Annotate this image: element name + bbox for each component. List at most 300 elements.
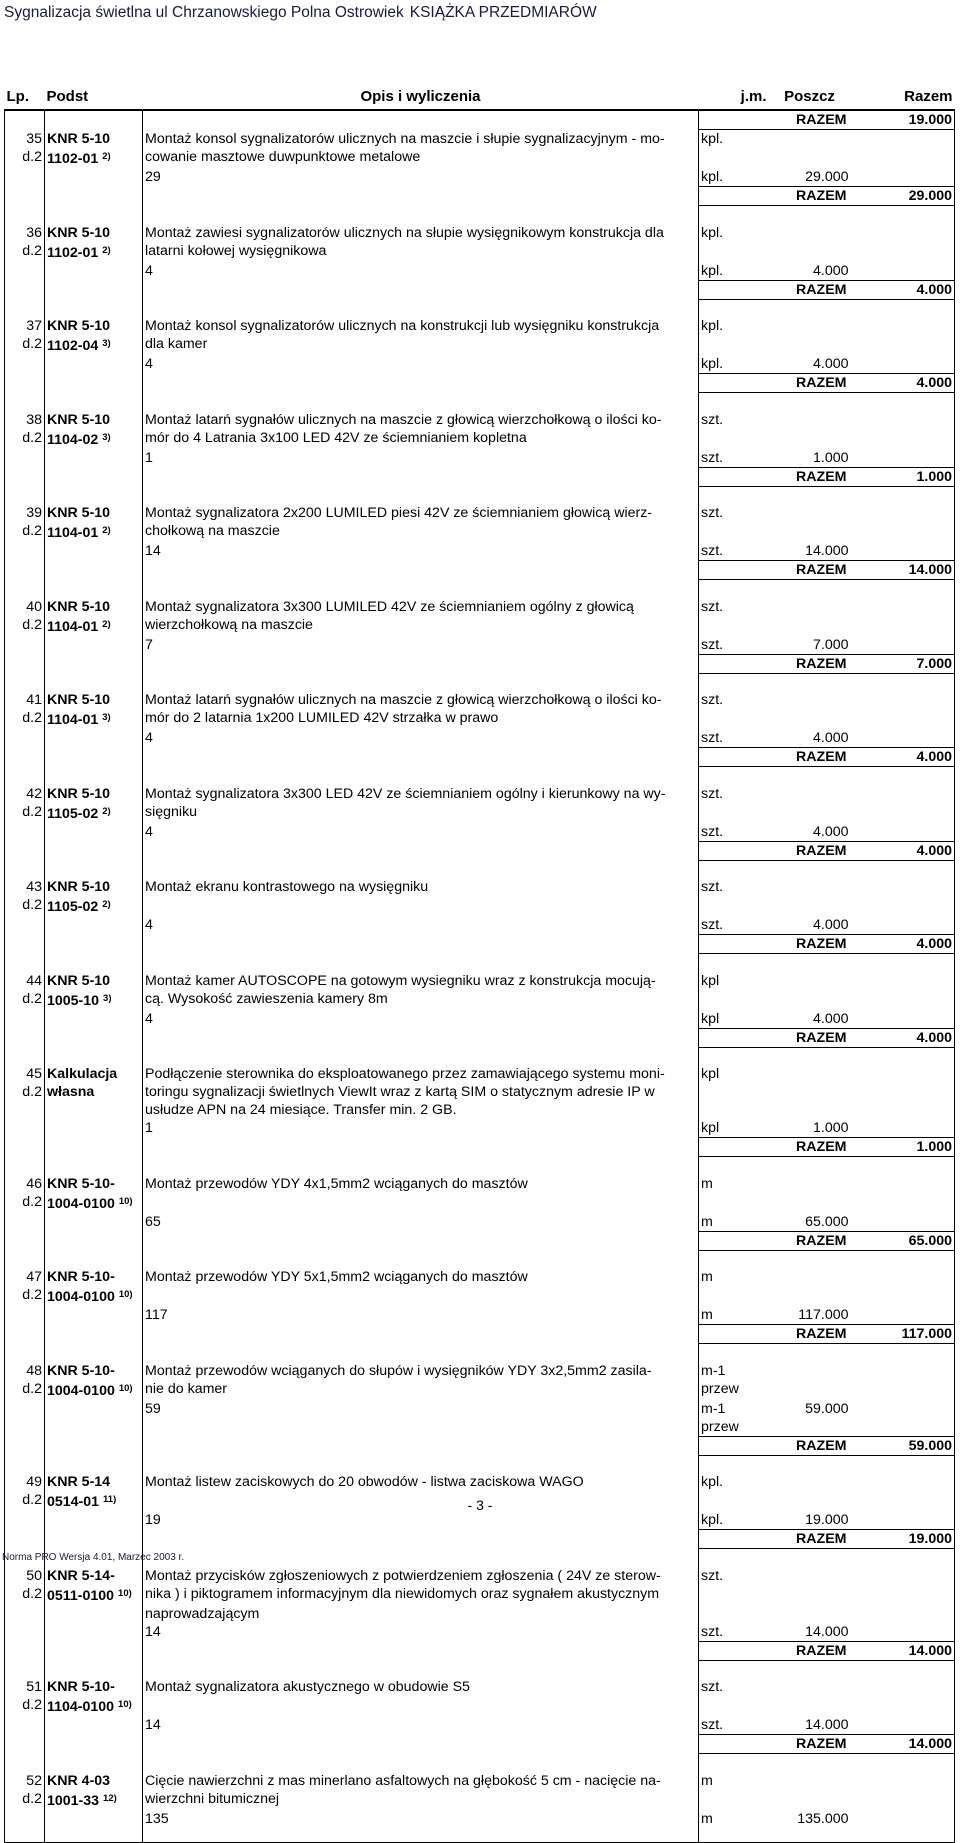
item-razem <box>851 990 955 1010</box>
item-unit <box>699 522 769 542</box>
item-42-calc <box>5 823 955 842</box>
item-footnote-ref: 10) <box>118 1289 133 1300</box>
item-unit: m <box>701 1269 713 1285</box>
item-description: Montaż ekranu kontrastowego na wysięgniku <box>143 878 699 896</box>
item-calc-unit: przew <box>701 1418 739 1435</box>
item-separator <box>5 393 955 411</box>
item-description <box>143 1696 699 1716</box>
item-lp: d.2 <box>5 1585 45 1605</box>
item-poszcz <box>769 972 851 990</box>
item-poszcz-value: 29.000 <box>805 169 849 185</box>
item-lp <box>5 1400 45 1418</box>
item-poszcz <box>769 1175 851 1193</box>
item-lp <box>5 1010 45 1029</box>
razem-label: RAZEM <box>699 1138 851 1157</box>
item-razem <box>851 1101 955 1119</box>
item-37-line-2 <box>5 335 955 355</box>
item-basis <box>45 262 143 281</box>
item-50-razem <box>5 1641 955 1660</box>
item-poszcz <box>769 878 851 896</box>
item-unit <box>699 1790 769 1810</box>
item-basis <box>45 542 143 561</box>
item-razem <box>851 1790 955 1810</box>
item-unit <box>699 803 769 823</box>
item-separator <box>5 206 955 224</box>
item-footnote-ref: 2) <box>102 151 111 162</box>
item-poszcz <box>769 224 851 242</box>
item-49-razem <box>5 1530 955 1549</box>
item-basis-code: 1104-01 <box>47 618 99 635</box>
item-unit <box>699 990 769 1010</box>
item-basis <box>45 990 143 1010</box>
item-poszcz <box>769 522 851 542</box>
col-header-poszcz: Poszcz <box>769 86 851 110</box>
item-basis: KNR 5-10- <box>45 1268 143 1286</box>
item-footnote-ref: 10) <box>118 1699 132 1710</box>
razem-value: 4.000 <box>851 1028 955 1047</box>
razem-value: 4.000 <box>851 374 955 393</box>
item-footnote-ref: 2) <box>102 899 111 910</box>
item-razem <box>851 803 955 823</box>
item-basis <box>45 1083 143 1101</box>
item-calc: 14 <box>143 542 699 561</box>
item-footnote-ref: 3) <box>102 712 111 723</box>
item-51-line-1 <box>5 1678 955 1696</box>
item-poszcz-value: 4.000 <box>812 1010 849 1027</box>
item-36-line-2 <box>5 242 955 262</box>
razem-label: RAZEM <box>699 1641 851 1660</box>
item-calc: 4 <box>143 823 699 842</box>
item-calc: 1 <box>143 449 699 468</box>
item-description: Montaż sygnalizatora akustycznego w obudowie S5 <box>143 1678 699 1696</box>
item-poszcz <box>769 1696 851 1716</box>
item-razem <box>851 1400 955 1418</box>
item-43-calc <box>5 916 955 935</box>
item-lp: d.2 <box>5 616 45 636</box>
item-unit <box>699 242 769 262</box>
item-calc: 29 <box>143 168 699 187</box>
col-header-opis: Opis i wyliczenia <box>143 86 699 110</box>
item-description: sięgniku <box>143 803 699 823</box>
item-basis <box>45 916 143 935</box>
item-calc-unit: szt. <box>701 543 724 559</box>
item-48-calc-2 <box>5 1418 955 1437</box>
item-basis-code: 0514-01 <box>47 1494 100 1510</box>
item-lp: 36 <box>5 224 45 242</box>
item-separator <box>5 673 955 691</box>
item-separator <box>5 1344 955 1362</box>
item-poszcz <box>769 709 851 729</box>
item-calc-unit: kpl. <box>701 1512 724 1528</box>
item-basis-code: 1104-01 <box>47 712 99 728</box>
item-description: Montaż sygnalizatora 3x300 LUMILED 42V ze ściemnianiem ogólny z głowicą <box>143 598 699 616</box>
item-50-line-3 <box>5 1605 955 1623</box>
item-39-line-2 <box>5 522 955 542</box>
item-44-line-2 <box>5 990 955 1010</box>
item-52-calc <box>5 1810 955 1828</box>
item-description: Montaż konsol sygnalizatorów ulicznych na konstrukcji lub wysięgniku konstrukcja <box>143 317 699 335</box>
item-razem <box>851 1193 955 1213</box>
item-poszcz-value: 7.000 <box>812 636 849 653</box>
item-poszcz <box>769 1362 851 1380</box>
item-footnote-ref: 3) <box>102 338 111 349</box>
item-razem <box>851 1362 955 1380</box>
item-44-calc <box>5 1010 955 1029</box>
item-basis-code: 1105-02 <box>47 805 99 822</box>
item-37-calc <box>5 355 955 374</box>
item-description: mór do 4 Latrania 3x100 LED 42V ze ściemnianiem kopletna <box>143 429 699 449</box>
item-basis <box>45 1380 143 1400</box>
item-calc-unit: szt. <box>701 1717 724 1733</box>
item-calc: 4 <box>143 916 699 935</box>
item-razem <box>851 1623 955 1642</box>
item-unit <box>699 1696 769 1716</box>
item-basis <box>45 1605 143 1623</box>
item-36-calc <box>5 262 955 281</box>
item-41-razem <box>5 748 955 767</box>
item-calc-unit: m <box>701 1307 713 1323</box>
item-razem <box>851 504 955 522</box>
item-poszcz <box>769 1772 851 1790</box>
item-44-line-1 <box>5 972 955 990</box>
item-poszcz-value: 14.000 <box>805 1717 849 1733</box>
item-description: nie do kamer <box>143 1380 699 1400</box>
item-poszcz <box>769 1380 851 1400</box>
item-basis-code: 1104-01 <box>47 525 99 541</box>
item-lp: d.2 <box>5 1790 45 1810</box>
item-basis: KNR 5-10- <box>45 1362 143 1380</box>
razem-label: RAZEM <box>699 935 851 954</box>
item-description <box>143 1286 699 1306</box>
item-38-line-2 <box>5 429 955 449</box>
item-basis <box>45 803 143 823</box>
item-lp <box>5 1306 45 1325</box>
item-razem <box>851 1567 955 1585</box>
item-lp: 44 <box>5 972 45 990</box>
item-lp: d.2 <box>5 522 45 542</box>
item-basis: KNR 5-10 <box>45 878 143 896</box>
item-lp <box>5 1810 45 1828</box>
item-poszcz <box>769 1286 851 1306</box>
item-basis <box>45 636 143 655</box>
item-unit <box>699 335 769 355</box>
razem-label: RAZEM <box>699 1735 851 1754</box>
item-razem <box>851 355 955 374</box>
razem-label: RAZEM <box>699 748 851 767</box>
item-separator <box>5 1455 955 1473</box>
razem-value: 14.000 <box>851 561 955 580</box>
item-lp: 48 <box>5 1362 45 1380</box>
item-description: dla kamer <box>143 335 699 355</box>
item-razem <box>851 1065 955 1083</box>
item-unit <box>699 148 769 168</box>
item-razem <box>851 168 955 187</box>
item-description: cowanie masztowe duwpunktowe metalowe <box>143 148 699 168</box>
item-42-line-2 <box>5 803 955 823</box>
item-lp <box>5 1213 45 1232</box>
item-razem <box>851 1473 955 1491</box>
item-lp: d.2 <box>5 896 45 916</box>
item-51-line-2 <box>5 1696 955 1716</box>
razem-label: RAZEM <box>699 561 851 580</box>
item-36-razem <box>5 280 955 299</box>
item-footnote-ref: 12) <box>103 1792 117 1804</box>
item-lp: d.2 <box>5 709 45 729</box>
item-lp <box>5 262 45 281</box>
razem-value: 59.000 <box>851 1436 955 1455</box>
item-calc: 4 <box>143 729 699 748</box>
item-45-razem <box>5 1138 955 1157</box>
item-42-line-1 <box>5 785 955 803</box>
item-footnote-ref: 2) <box>102 618 111 630</box>
item-footnote-ref: 2) <box>102 805 111 817</box>
item-basis: KNR 5-10 <box>45 972 143 990</box>
col-header-razem: Razem <box>851 86 955 110</box>
item-basis <box>45 168 143 187</box>
item-razem <box>851 1119 955 1138</box>
item-40-razem <box>5 654 955 673</box>
item-razem <box>851 709 955 729</box>
item-footnote-ref: 2) <box>102 244 111 256</box>
razem-value: 14.000 <box>851 1735 955 1754</box>
item-footnote-ref: 3) <box>103 992 112 1004</box>
item-39-calc <box>5 542 955 561</box>
item-basis: KNR 5-10- <box>45 1678 143 1696</box>
item-poszcz <box>769 1065 851 1083</box>
item-basis <box>45 1790 143 1810</box>
item-50-calc <box>5 1623 955 1642</box>
item-poszcz <box>769 411 851 429</box>
item-razem <box>851 317 955 335</box>
item-basis <box>45 709 143 729</box>
item-lp: d.2 <box>5 1491 45 1511</box>
razem-label: RAZEM <box>699 1231 851 1250</box>
bill-of-quantities-table <box>4 86 955 1843</box>
item-45-line-1 <box>5 1065 955 1083</box>
item-lp <box>5 823 45 842</box>
item-unit: kpl. <box>701 1474 724 1490</box>
item-basis <box>45 1101 143 1119</box>
item-basis <box>45 148 143 168</box>
item-separator <box>5 1250 955 1268</box>
item-basis: KNR 5-10 <box>45 224 143 242</box>
item-unit <box>699 1101 769 1119</box>
item-razem <box>851 224 955 242</box>
item-lp: 46 <box>5 1175 45 1193</box>
item-calc: 14 <box>143 1716 699 1735</box>
item-poszcz-value: 4.000 <box>812 823 849 840</box>
item-razem <box>851 1083 955 1101</box>
item-calc-unit: szt. <box>701 1623 724 1640</box>
item-poszcz <box>769 242 851 262</box>
item-unit <box>699 1605 769 1623</box>
razem-value: 29.000 <box>851 187 955 206</box>
item-basis: KNR 5-10 <box>45 130 143 149</box>
item-razem <box>851 691 955 709</box>
item-basis <box>45 729 143 748</box>
item-calc: 4 <box>143 355 699 374</box>
item-unit: szt. <box>701 1679 724 1695</box>
item-poszcz-value: 14.000 <box>805 1623 849 1640</box>
item-basis-code: 1105-02 <box>47 899 99 915</box>
item-41-calc <box>5 729 955 748</box>
item-description: nika ) i piktogramem informacyjnym dla niewidomych oraz sygnałem akustycznym <box>143 1585 699 1605</box>
razem-row-top <box>5 110 955 130</box>
col-header-jm: j.m. <box>699 86 769 110</box>
item-48-razem <box>5 1436 955 1455</box>
item-footnote-ref: 10) <box>118 1195 133 1207</box>
item-poszcz <box>769 504 851 522</box>
item-description: Montaż przewodów YDY 5x1,5mm2 wciąganych do masztów <box>143 1268 699 1286</box>
item-41-line-2 <box>5 709 955 729</box>
item-lp: d.2 <box>5 1286 45 1306</box>
item-47-razem <box>5 1325 955 1344</box>
item-basis <box>45 616 143 636</box>
item-basis-code: 1004-0100 <box>47 1289 115 1305</box>
item-43-line-2 <box>5 896 955 916</box>
item-footnote-ref: 10) <box>118 1382 133 1394</box>
item-46-line-2 <box>5 1193 955 1213</box>
razem-label: RAZEM <box>699 374 851 393</box>
item-poszcz <box>769 1585 851 1605</box>
item-lp: d.2 <box>5 803 45 823</box>
item-38-calc <box>5 449 955 468</box>
item-poszcz <box>769 1790 851 1810</box>
table-filler <box>5 1828 955 1842</box>
item-calc-unit: m <box>701 1810 713 1827</box>
item-poszcz-value: 4.000 <box>812 917 849 933</box>
item-unit: kpl <box>701 1066 720 1082</box>
item-lp: d.2 <box>5 148 45 168</box>
item-basis <box>45 1716 143 1735</box>
item-basis-code: 1005-10 <box>47 992 100 1009</box>
item-43-razem <box>5 935 955 954</box>
item-lp: 45 <box>5 1065 45 1083</box>
razem-label: RAZEM <box>699 467 851 486</box>
item-51-razem <box>5 1735 955 1754</box>
item-basis: KNR 5-10 <box>45 317 143 335</box>
item-calc: 1 <box>143 1119 699 1138</box>
item-46-line-1 <box>5 1175 955 1193</box>
item-poszcz <box>769 1473 851 1491</box>
razem-value: 19.000 <box>851 1530 955 1549</box>
item-poszcz <box>769 130 851 149</box>
item-basis <box>45 335 143 355</box>
item-calc-unit: szt. <box>701 636 724 653</box>
item-description: naprowadzającym <box>143 1605 699 1623</box>
item-description <box>143 896 699 916</box>
razem-label: RAZEM <box>699 1325 851 1344</box>
item-description <box>143 1193 699 1213</box>
item-poszcz <box>769 896 851 916</box>
item-calc-unit: szt. <box>701 917 724 933</box>
item-48-calc <box>5 1400 955 1418</box>
item-unit: m-1 <box>701 1362 726 1379</box>
razem-label: RAZEM <box>699 1530 851 1549</box>
item-separator <box>5 1660 955 1678</box>
item-calc-unit: kpl <box>701 1120 720 1136</box>
item-lp: 49 <box>5 1473 45 1491</box>
item-description: Montaż latarń sygnałów ulicznych na maszcie z głowicą wierzchołkową o ilości ko- <box>143 411 699 429</box>
item-calc: 14 <box>143 1623 699 1642</box>
item-footnote-ref: 11) <box>103 1494 117 1505</box>
item-46-calc <box>5 1213 955 1232</box>
item-lp <box>5 916 45 935</box>
item-calc-unit: kpl. <box>701 169 724 185</box>
page-number: - 3 - <box>467 1497 493 1513</box>
item-52-line-1 <box>5 1772 955 1790</box>
item-basis <box>45 1286 143 1306</box>
item-razem <box>851 1772 955 1790</box>
item-separator <box>5 299 955 317</box>
item-lp <box>5 542 45 561</box>
item-basis: KNR 5-10 <box>45 504 143 522</box>
item-basis <box>45 1585 143 1605</box>
item-separator <box>5 954 955 972</box>
document-title: KSIĄŻKA PRZEDMIARÓW <box>409 4 597 21</box>
item-poszcz-value: 4.000 <box>812 356 849 372</box>
item-lp <box>5 168 45 187</box>
item-lp: d.2 <box>5 990 45 1010</box>
item-lp: d.2 <box>5 242 45 262</box>
item-unit <box>699 1585 769 1605</box>
item-footnote-ref: 2) <box>102 525 111 536</box>
item-calc-unit: kpl. <box>701 356 724 372</box>
razem-label: RAZEM <box>699 654 851 673</box>
item-razem <box>851 636 955 655</box>
item-description: toringu sygnalizacji świetlnych ViewIt wraz z kartą SIM o statycznym adresie IP w <box>143 1083 699 1101</box>
item-basis <box>45 522 143 542</box>
item-lp <box>5 1101 45 1119</box>
item-calc: 7 <box>143 636 699 655</box>
razem-value: 117.000 <box>851 1325 955 1344</box>
item-razem <box>851 1696 955 1716</box>
item-basis-code: 0511-0100 <box>47 1587 115 1604</box>
item-poszcz <box>769 616 851 636</box>
item-razem <box>851 1213 955 1232</box>
col-header-lp: Lp. <box>5 86 45 110</box>
item-razem <box>851 148 955 168</box>
item-basis: KNR 5-10 <box>45 691 143 709</box>
item-footnote-ref: 10) <box>118 1587 132 1599</box>
item-calc: 4 <box>143 262 699 281</box>
item-description: chołkową na maszcie <box>143 522 699 542</box>
razem-value: 19.000 <box>851 110 955 130</box>
item-poszcz-value: 117.000 <box>798 1307 849 1323</box>
razem-value: 4.000 <box>851 841 955 860</box>
item-basis <box>45 429 143 449</box>
item-basis <box>45 449 143 468</box>
razem-value: 1.000 <box>851 1138 955 1157</box>
item-basis <box>45 1119 143 1138</box>
razem-value: 14.000 <box>851 1641 955 1660</box>
item-50-line-1 <box>5 1567 955 1585</box>
item-description: mór do 2 latarnia 1x200 LUMILED 42V strzałka w prawo <box>143 709 699 729</box>
item-basis-code: 1104-0100 <box>47 1699 115 1715</box>
item-razem <box>851 1678 955 1696</box>
item-calc: 19 <box>143 1511 699 1530</box>
item-poszcz <box>769 1605 851 1623</box>
item-lp <box>5 1623 45 1642</box>
item-basis-code: 1004-0100 <box>47 1195 115 1212</box>
item-lp <box>5 1605 45 1623</box>
item-lp <box>5 636 45 655</box>
item-basis-code: 1102-04 <box>47 338 99 354</box>
project-title: Sygnalizacja świetlna ul Chrzanowskiego Polna Ostrowiek <box>4 4 404 21</box>
item-poszcz <box>769 1268 851 1286</box>
table-header-row <box>5 86 955 110</box>
item-poszcz-value: 1.000 <box>812 449 849 466</box>
